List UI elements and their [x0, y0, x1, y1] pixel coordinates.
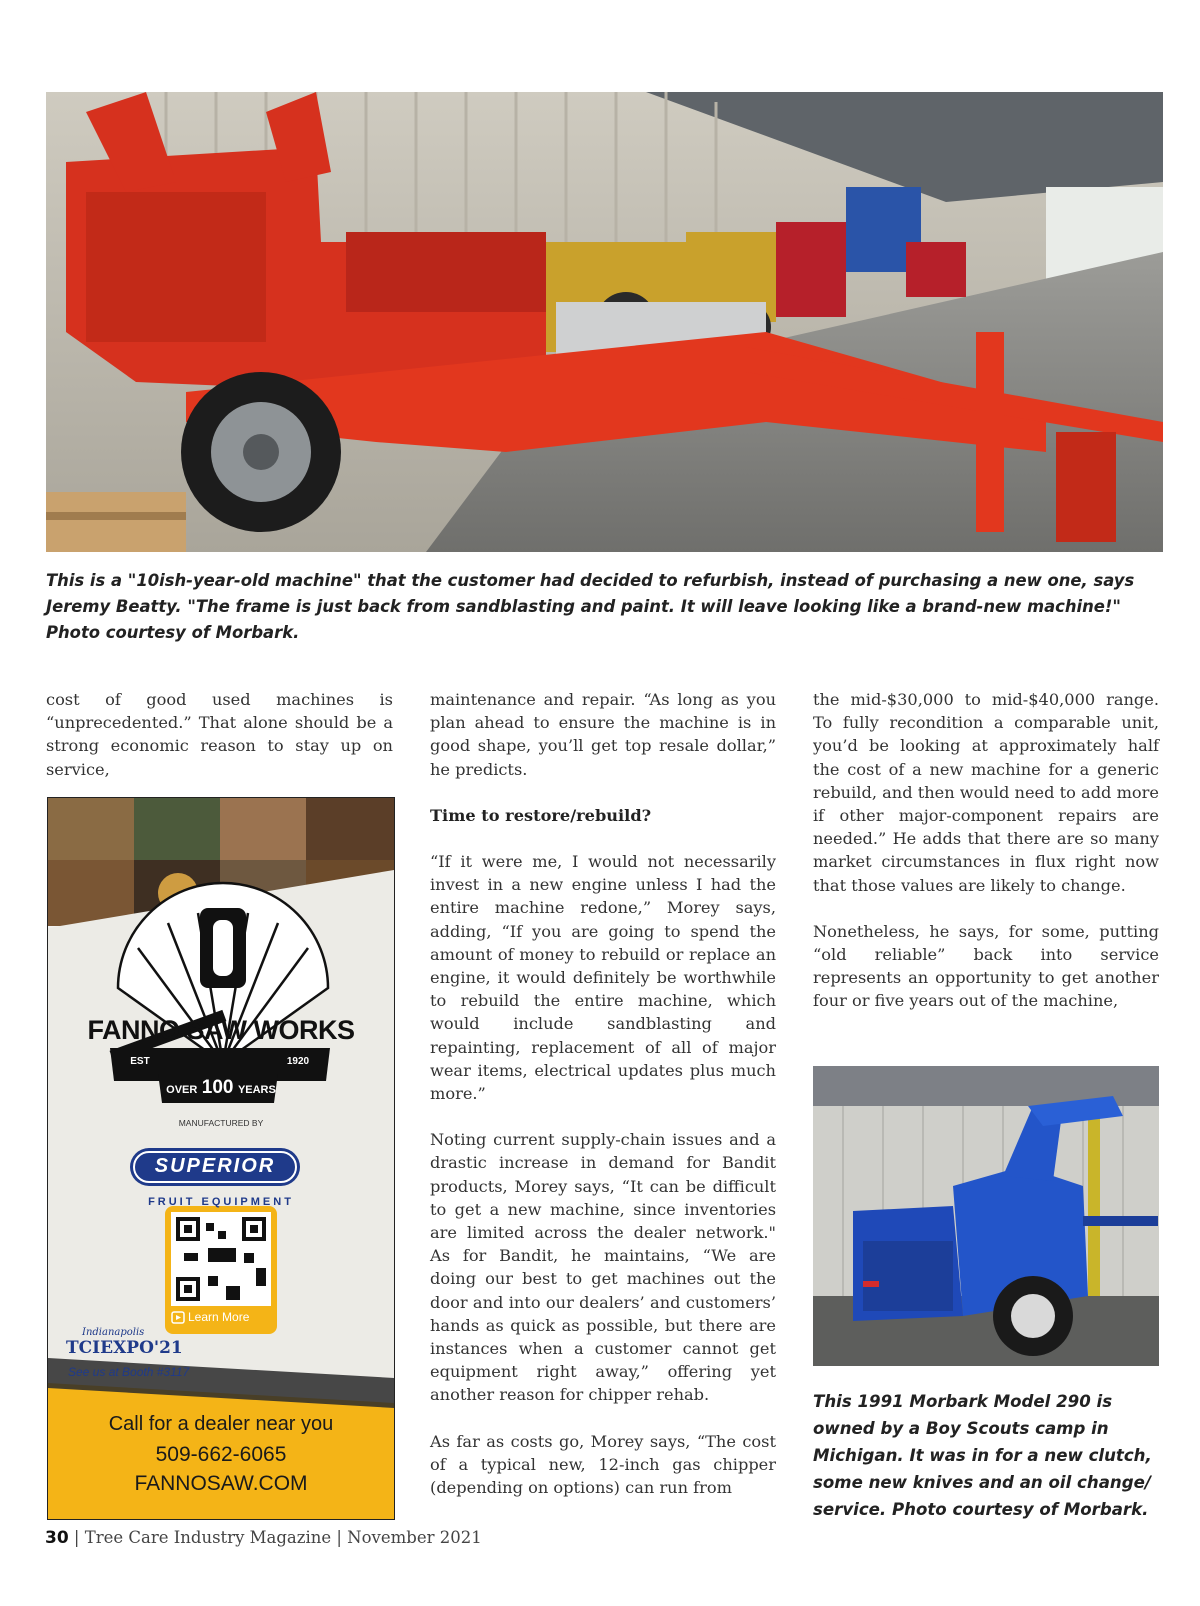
page-footer	[45, 1528, 482, 1548]
caption-line: This is a "10ish-year-old machine" that the customer had decided to refurbish, instead of purchasing a new one, says	[46, 571, 1135, 590]
ad-call: Call for a dealer near you	[108, 1413, 334, 1435]
superior-logo: SUPERIOR	[154, 1155, 276, 1177]
publication-info: | Tree Care Industry Magazine | November 2021	[68, 1528, 482, 1547]
article-column-2	[430, 688, 776, 1522]
paragraph: maintenance and repair. “As long as you plan ahead to ensure the machine is in good shape, you’ll get top resale dollar,” he predicts.	[430, 690, 776, 779]
article-column-3	[813, 688, 1159, 1036]
paragraph: cost of good used machines is “unprecedented.” That alone should be a strong economic reason to stay up on service,	[46, 690, 393, 779]
section-heading: Time to restore/rebuild?	[430, 805, 652, 825]
learn-more-button[interactable]: Learn More	[188, 1310, 250, 1324]
ad-banner	[158, 1077, 284, 1099]
caption-line: Jeremy Beatty. "The frame is just back from sandblasting and paint. It will leave looking like a brand-new machine!"	[46, 597, 1121, 616]
side-photo-caption	[813, 1388, 1159, 1523]
caption-text: This 1991 Morbark Model 290 is owned by a Boy Scouts camp in Michigan. It was in for a new clutch, some new knives and an oil change/ service. Photo courtesy of Morbark.	[813, 1392, 1152, 1519]
ad-banner-num: 100	[201, 1077, 234, 1098]
ad-year: 1920	[286, 1056, 310, 1067]
top-photo	[46, 92, 1163, 552]
ad-brand: FANNO SAW WORKS	[87, 1015, 355, 1045]
ad-website[interactable]: FANNOSAW.COM	[134, 1472, 308, 1495]
top-photo-caption	[46, 568, 1171, 646]
ad-manufactured-by: MANUFACTURED BY	[178, 1118, 264, 1128]
ad-expo-name: TCIEXPO'21	[66, 1338, 183, 1358]
paragraph: “If it were me, I would not necessarily invest in a new engine unless I had the entire machine redone,” Morey says, adding, “If you are going to spend the amount of money to rebuild or replace an engine, it would definitely be worthwhile to rebuild the entire machine, which would include sandblasting and repainting, replacement of all of major wear items, electrical updates plus much more.”	[430, 852, 776, 1104]
caption-line: Photo courtesy of Morbark.	[46, 623, 300, 642]
side-photo	[813, 1066, 1159, 1366]
ad-expo-city: Indianapolis	[82, 1327, 145, 1338]
paragraph: Nonetheless, he says, for some, putting “old reliable” back into service represents an opportunity to get another four or five years out of the machine,	[813, 921, 1159, 1011]
page-number: 30	[45, 1528, 69, 1548]
article-column-1	[46, 688, 393, 804]
ad-banner-pre: OVER	[166, 1084, 198, 1096]
ad-phone[interactable]: 509-662-6065	[155, 1443, 287, 1466]
paragraph: Noting current supply-chain issues and a drastic increase in demand for Bandit products, Morey says, “It can be difficult to get a new machine, since inventories are limited across the dealer network." As for Bandit, he maintains, “We are doing our best to get machines out the door and into our dealers’ and customers’ hands as quick as possible, but there are instances when a customer cannot get equipment right away,” offering yet another reason for chipper rehab.	[430, 1130, 776, 1405]
paragraph: the mid-$30,000 to mid-$40,000 range. To fully recondition a comparable unit, you’d be looking at approximately half the cost of a new machine for a generic rebuild, and then would need to add more if other major-component repairs are needed.” He adds that there are so many market circumstances in flux right now that those values are likely to change.	[813, 690, 1159, 895]
ad-fruit-equipment: FRUIT EQUIPMENT	[148, 1196, 294, 1208]
ad-est: EST	[130, 1056, 150, 1067]
ad-banner-post: YEARS	[237, 1084, 276, 1096]
paragraph: As far as costs go, Morey says, “The cost of a typical new, 12-inch gas chipper (depending on options) can run from	[430, 1431, 776, 1498]
fanno-saw-works-ad[interactable]	[47, 797, 395, 1520]
ad-booth: See us at Booth #3117	[68, 1365, 190, 1379]
